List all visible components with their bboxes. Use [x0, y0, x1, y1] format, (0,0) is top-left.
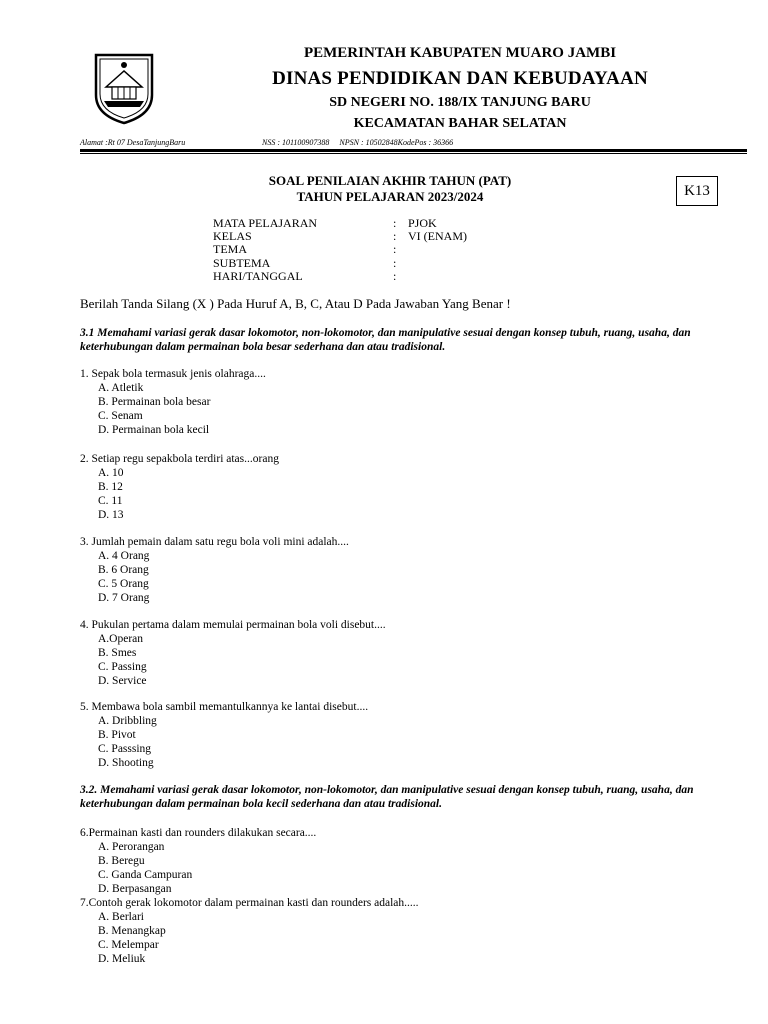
answer-option: C. Ganda Campuran	[98, 869, 193, 881]
answer-option: A. Perorangan	[98, 841, 165, 853]
answer-option: B. Pivot	[98, 729, 136, 741]
answer-option: C. Melempar	[98, 939, 159, 951]
info-label: TEMA	[213, 242, 247, 257]
info-label: SUBTEMA	[213, 255, 271, 270]
answer-option: B. 12	[98, 481, 123, 493]
info-colon: :	[393, 229, 397, 244]
question-stem: 5. Membawa bola sambil memantulkannya ke lantai disebut....	[80, 701, 369, 713]
answer-option: D. Service	[98, 675, 147, 687]
question-stem: 6.Permainan kasti dan rounders dilakukan secara....	[80, 827, 317, 839]
answer-option: C. Passing	[98, 661, 147, 673]
school-ids: NSS : 101100907388 NPSN : 10502848KodePos : 36366	[262, 138, 454, 147]
answer-option: D. 7 Orang	[98, 592, 150, 604]
question-3	[80, 535, 349, 605]
header-divider-thin	[80, 153, 747, 154]
exam-title: SOAL PENILAIAN AKHIR TAHUN (PAT)	[268, 173, 512, 188]
question-stem: 7.Contoh gerak lokomotor dalam permainan kasti dan rounders adalah.....	[80, 897, 419, 909]
info-row-class	[213, 230, 467, 243]
instruction-text: Berilah Tanda Silang (X ) Pada Huruf A, B, C, Atau D Pada Jawaban Yang Benar !	[80, 296, 511, 311]
exam-info-table	[213, 217, 467, 283]
answer-option: B. Menangkap	[98, 925, 166, 937]
info-label: KELAS	[213, 229, 252, 244]
info-label: HARI/TANGGAL	[213, 268, 303, 283]
answer-option: B. 6 Orang	[98, 564, 149, 576]
question-5	[80, 700, 368, 770]
competency-3-2: 3.2. Memahami variasi gerak dasar lokomotor, non-lokomotor, dan manipulative sesuai dengan konsep tubuh, ruang, usaha, dan keterhubungan dalam permainan bola kecil sederhana dan atau tradisional.	[80, 784, 694, 810]
answer-option: C. Senam	[98, 410, 143, 422]
info-row-subtheme	[213, 257, 467, 270]
info-value: VI (ENAM)	[408, 229, 467, 244]
header-government: PEMERINTAH KABUPATEN MUARO JAMBI	[303, 45, 617, 61]
header-school: SD NEGERI NO. 188/IX TANJUNG BARU	[329, 95, 591, 110]
answer-option: A. Dribbling	[98, 715, 157, 727]
curriculum-badge: K13	[676, 176, 718, 206]
answer-option: D. Permainan bola kecil	[98, 424, 210, 436]
info-label: MATA PELAJARAN	[213, 216, 318, 230]
answer-option: D. 13	[98, 509, 124, 521]
answer-option: D. Shooting	[98, 757, 154, 769]
question-stem: 4. Pukulan pertama dalam memulai permainan bola voli disebut....	[80, 619, 386, 631]
question-2	[80, 452, 279, 522]
exam-year: TAHUN PELAJARAN 2023/2024	[296, 189, 484, 204]
question-7	[80, 896, 419, 966]
answer-option: B. Smes	[98, 647, 137, 659]
answer-option: B. Beregu	[98, 855, 145, 867]
answer-option: A. Berlari	[98, 911, 144, 923]
question-6	[80, 826, 316, 896]
info-colon: :	[393, 216, 397, 230]
answer-option: A.Operan	[98, 633, 144, 645]
answer-option: C. 5 Orang	[98, 578, 149, 590]
school-address: Alamat :Rt 07 DesaTanjungBaru	[80, 138, 186, 147]
header-department: DINAS PENDIDIKAN DAN KEBUDAYAAN	[272, 68, 648, 89]
question-4	[80, 618, 386, 688]
info-colon: :	[393, 268, 397, 283]
question-stem: 1. Sepak bola termasuk jenis olahraga....	[80, 368, 266, 380]
answer-option: D. Meliuk	[98, 953, 146, 965]
question-stem: 3. Jumlah pemain dalam satu regu bola voli mini adalah....	[80, 536, 349, 548]
competency-3-1: 3.1 Memahami variasi gerak dasar lokomotor, non-lokomotor, dan manipulative sesuai dengan konsep tubuh, ruang, usaha, dan keterhubungan dalam permainan bola besar sederhana dan atau tradisional.	[80, 327, 691, 353]
info-value: PJOK	[408, 216, 437, 230]
info-colon: :	[393, 242, 397, 257]
question-stem: 2. Setiap regu sepakbola terdiri atas...orang	[80, 453, 279, 465]
answer-option: C. 11	[98, 495, 123, 507]
header-district: KECAMATAN BAHAR SELATAN	[353, 116, 567, 131]
question-1	[80, 367, 266, 437]
info-row-theme	[213, 243, 467, 256]
info-colon: :	[393, 255, 397, 270]
answer-option: A. Atletik	[98, 382, 144, 394]
answer-option: C. Passsing	[98, 743, 152, 755]
answer-option: A. 4 Orang	[98, 550, 150, 562]
header-divider-thick	[80, 149, 747, 152]
answer-option: A. 10	[98, 467, 124, 479]
answer-option: D. Berpasangan	[98, 883, 172, 895]
info-row-date	[213, 270, 467, 283]
answer-option: B. Permainan bola besar	[98, 396, 211, 408]
district-logo	[90, 47, 158, 125]
